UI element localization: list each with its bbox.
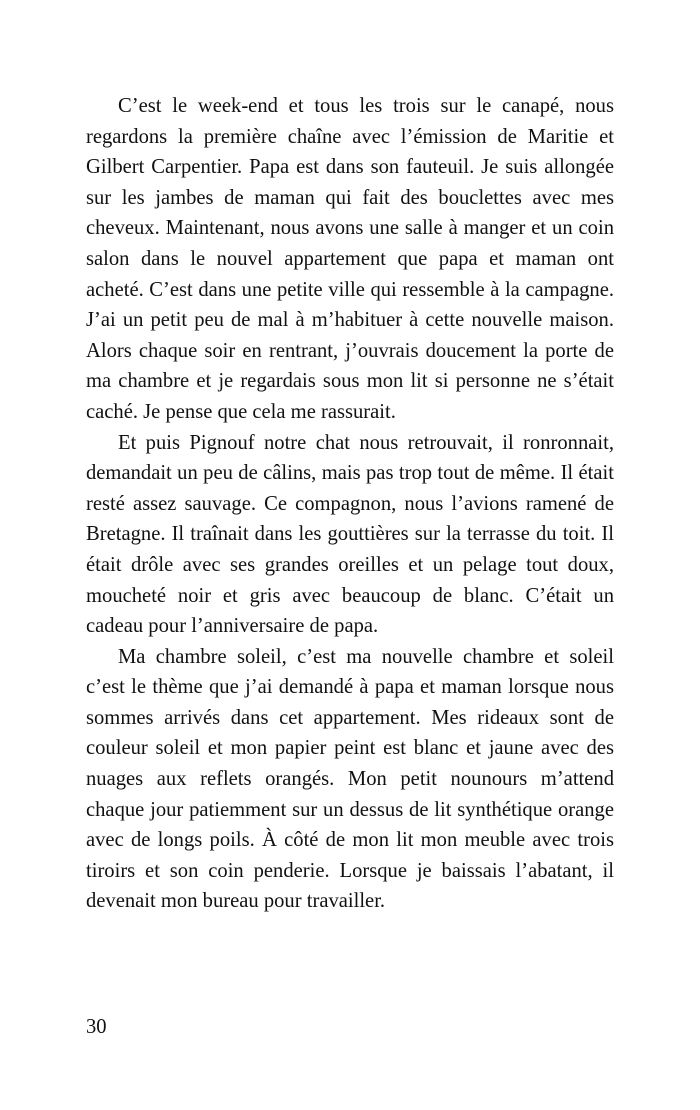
page-number: 30 (86, 1016, 107, 1038)
paragraph-2: Et puis Pignouf notre chat nous retrouvait, il ronronnait, demandait un peu de câlins, mais pas trop tout de même. Il était resté assez sauvage. Ce compagnon, nous l’avions ramené de Bretagne. Il traînait dans les gouttières sur la terrasse du toit. Il était drôle avec ses grandes oreilles et un pelage tout doux, moucheté noir et gris avec beaucoup de blanc. C’était un cadeau pour l’anniversaire de papa. (86, 431, 614, 638)
paragraph-3: Ma chambre soleil, c’est ma nouvelle chambre et soleil c’est le thème que j’ai demandé à papa et maman lorsque nous sommes arrivés dans cet appartement. Mes rideaux sont de couleur soleil et mon papier peint est blanc et jaune avec des nuages aux reflets orangés. Mon petit nounours m’attend chaque jour patiemment sur un dessus de lit synthétique orange avec de longs poils. À côté de mon lit mon meuble avec trois tiroirs et son coin penderie. Lorsque je baissais l’abatant, il devenait mon bureau pour travailler. (86, 645, 614, 913)
page-body (86, 91, 614, 917)
paragraph-1: C’est le week-end et tous les trois sur le canapé, nous regardons la première chaîne avec l’émission de Maritie et Gilbert Carpentier. Papa est dans son fauteuil. Je suis allongée sur les jambes de maman qui fait des bouclettes avec mes cheveux. Maintenant, nous avons une salle à manger et un coin salon dans le nouvel appartement que papa et maman ont acheté. C’est dans une petite ville qui ressemble à la campagne. J’ai un petit peu de mal à m’habituer à cette nouvelle maison. Alors chaque soir en rentrant, j’ouvrais doucement la porte de ma chambre et je regardais sous mon lit si personne ne s’était caché. Je pense que cela me rassurait. (86, 95, 614, 423)
